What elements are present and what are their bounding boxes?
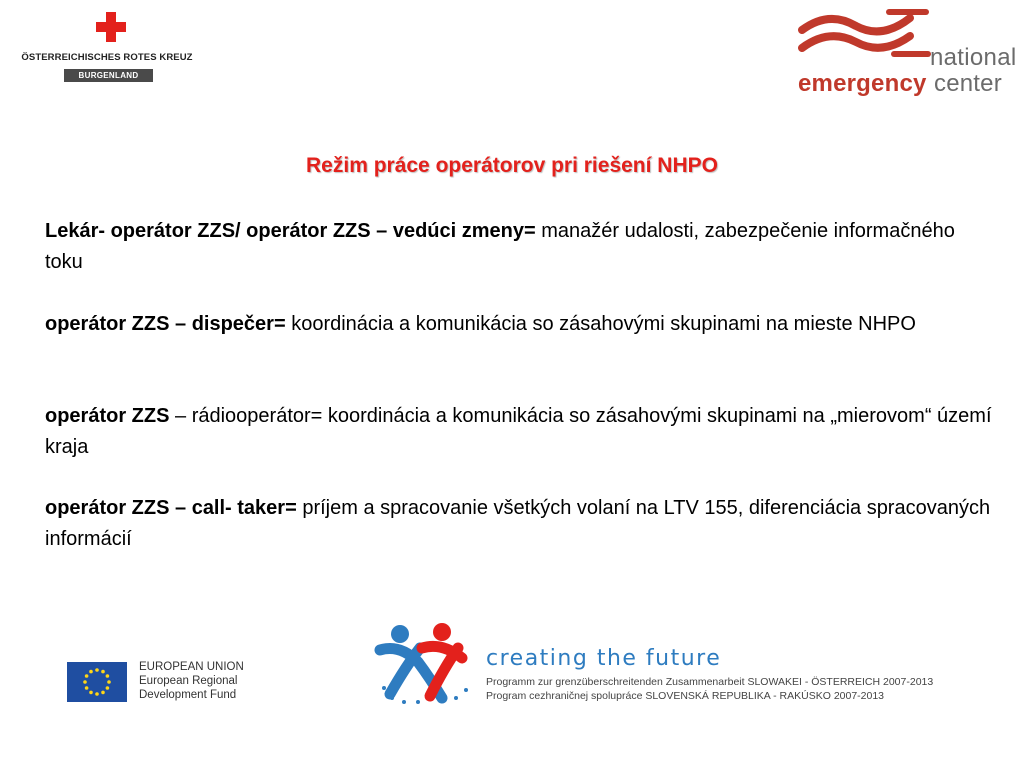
paragraph-description: – rádiooperátor= koordinácia a komunikácia so zásahovými skupinami na „mierovom“ území kraja [45, 405, 992, 458]
ctf-headline: creating the future [486, 646, 722, 671]
red-cross-logo [12, 12, 202, 84]
eu-line-1: EUROPEAN UNION [139, 661, 244, 673]
paragraph-term: operátor ZZS – dispečer= [45, 313, 286, 335]
national-emergency-center-logo [794, 8, 1016, 98]
paragraph-call-taker [45, 493, 995, 555]
eu-logo-text [139, 660, 244, 702]
eu-line-3: Development Fund [139, 689, 237, 701]
eu-flag-icon [67, 662, 127, 702]
paragraph-radiooperator [45, 401, 995, 463]
red-cross-region: BURGENLAND [64, 69, 153, 82]
eu-logo [67, 660, 267, 704]
ctf-line-2: Program cezhraničnej spolupráce SLOVENSKÁ REPUBLIKA - RAKÚSKO 2007-2013 [486, 690, 885, 702]
paragraph-dispecer [45, 309, 995, 340]
nec-swoosh-icon [794, 8, 934, 64]
paragraph-term: operátor ZZS – call- taker= [45, 497, 297, 519]
slide-title: Režim práce operátorov pri riešení NHPO [306, 154, 718, 177]
paragraph-term: Lekár- operátor ZZS/ operátor ZZS – vedúci zmeny= [45, 220, 536, 242]
eu-line-2: European Regional [139, 675, 238, 687]
creating-the-future-logo [372, 618, 972, 708]
paragraph-lekar-operator [45, 216, 995, 278]
people-figures-icon [372, 618, 482, 706]
red-cross-icon [96, 12, 126, 42]
red-cross-org-name: ÖSTERREICHISCHES ROTES KREUZ [21, 52, 193, 63]
paragraph-description: príjem a spracovanie všetkých volaní na LTV 155, diferenciácia spracovaných informácií [45, 497, 991, 550]
paragraph-description: koordinácia a komunikácia so zásahovými skupinami na mieste NHPO [285, 313, 916, 335]
ctf-line-1: Programm zur grenzüberschreitenden Zusammenarbeit SLOWAKEI - ÖSTERREICH 2007-2013 [486, 676, 934, 688]
paragraph-term: operátor ZZS [45, 405, 170, 427]
paragraph-description: manažér udalosti, zabezpečenie informačného toku [45, 220, 955, 273]
nec-word-center: center [934, 70, 1002, 97]
nec-word-national: national [930, 44, 1017, 71]
nec-word-emergency: emergency [798, 70, 927, 97]
